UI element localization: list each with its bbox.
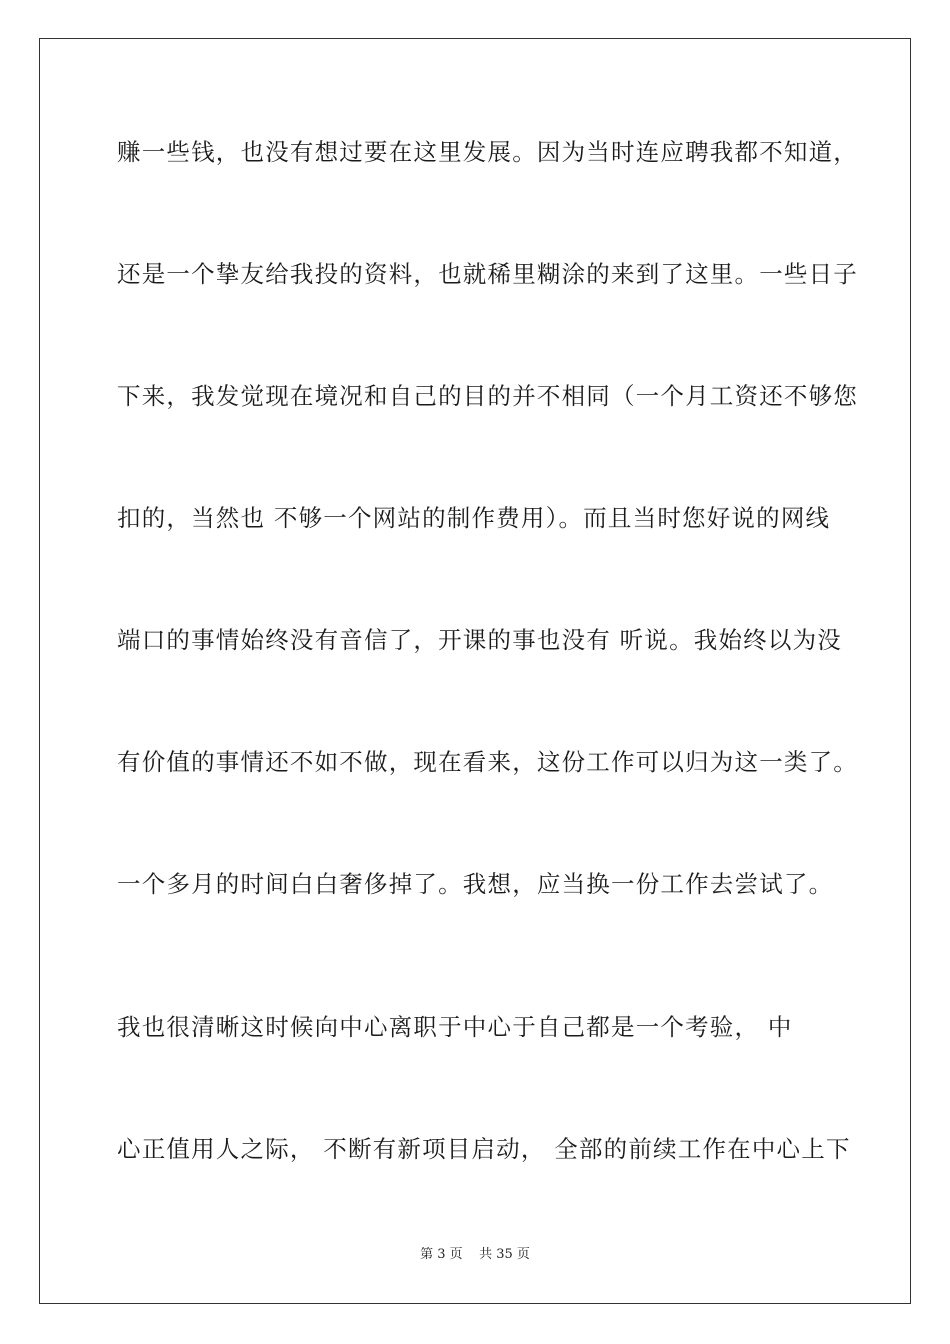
- body-text-line: 赚一些钱，也没有想过要在这里发展。因为当时连应聘我都不知道，: [117, 138, 858, 166]
- body-text-line: 有价值的事情还不如不做，现在看来，这份工作可以归为这一类了。: [117, 748, 858, 776]
- body-text-line: 我也很清晰这时候向中心离职于中心于自己都是一个考验， 中: [117, 1013, 793, 1041]
- body-text-line: 一个多月的时间白白奢侈掉了。我想，应当换一份工作去尝试了。: [117, 870, 834, 898]
- page-number-footer: [0, 1247, 950, 1263]
- body-text-line: 扣的，当然也 不够一个网站的制作费用）。而且当时您好说的网线: [117, 504, 831, 532]
- page-border: [39, 38, 911, 1304]
- body-text-line: 心正值用人之际， 不断有新项目启动， 全部的前续工作在中心上下: [117, 1135, 851, 1163]
- page-number-label: 第 3 页 共 35 页: [420, 1247, 530, 1262]
- body-text-line: 下来，我发觉现在境况和自己的目的并不相同（一个月工资还不够您: [117, 382, 858, 410]
- body-text-line: 端口的事情始终没有音信了，开课的事也没有 听说。我始终以为没: [117, 626, 842, 654]
- body-text-line: 还是一个挚友给我投的资料，也就稀里糊涂的来到了这里。一些日子: [117, 260, 858, 288]
